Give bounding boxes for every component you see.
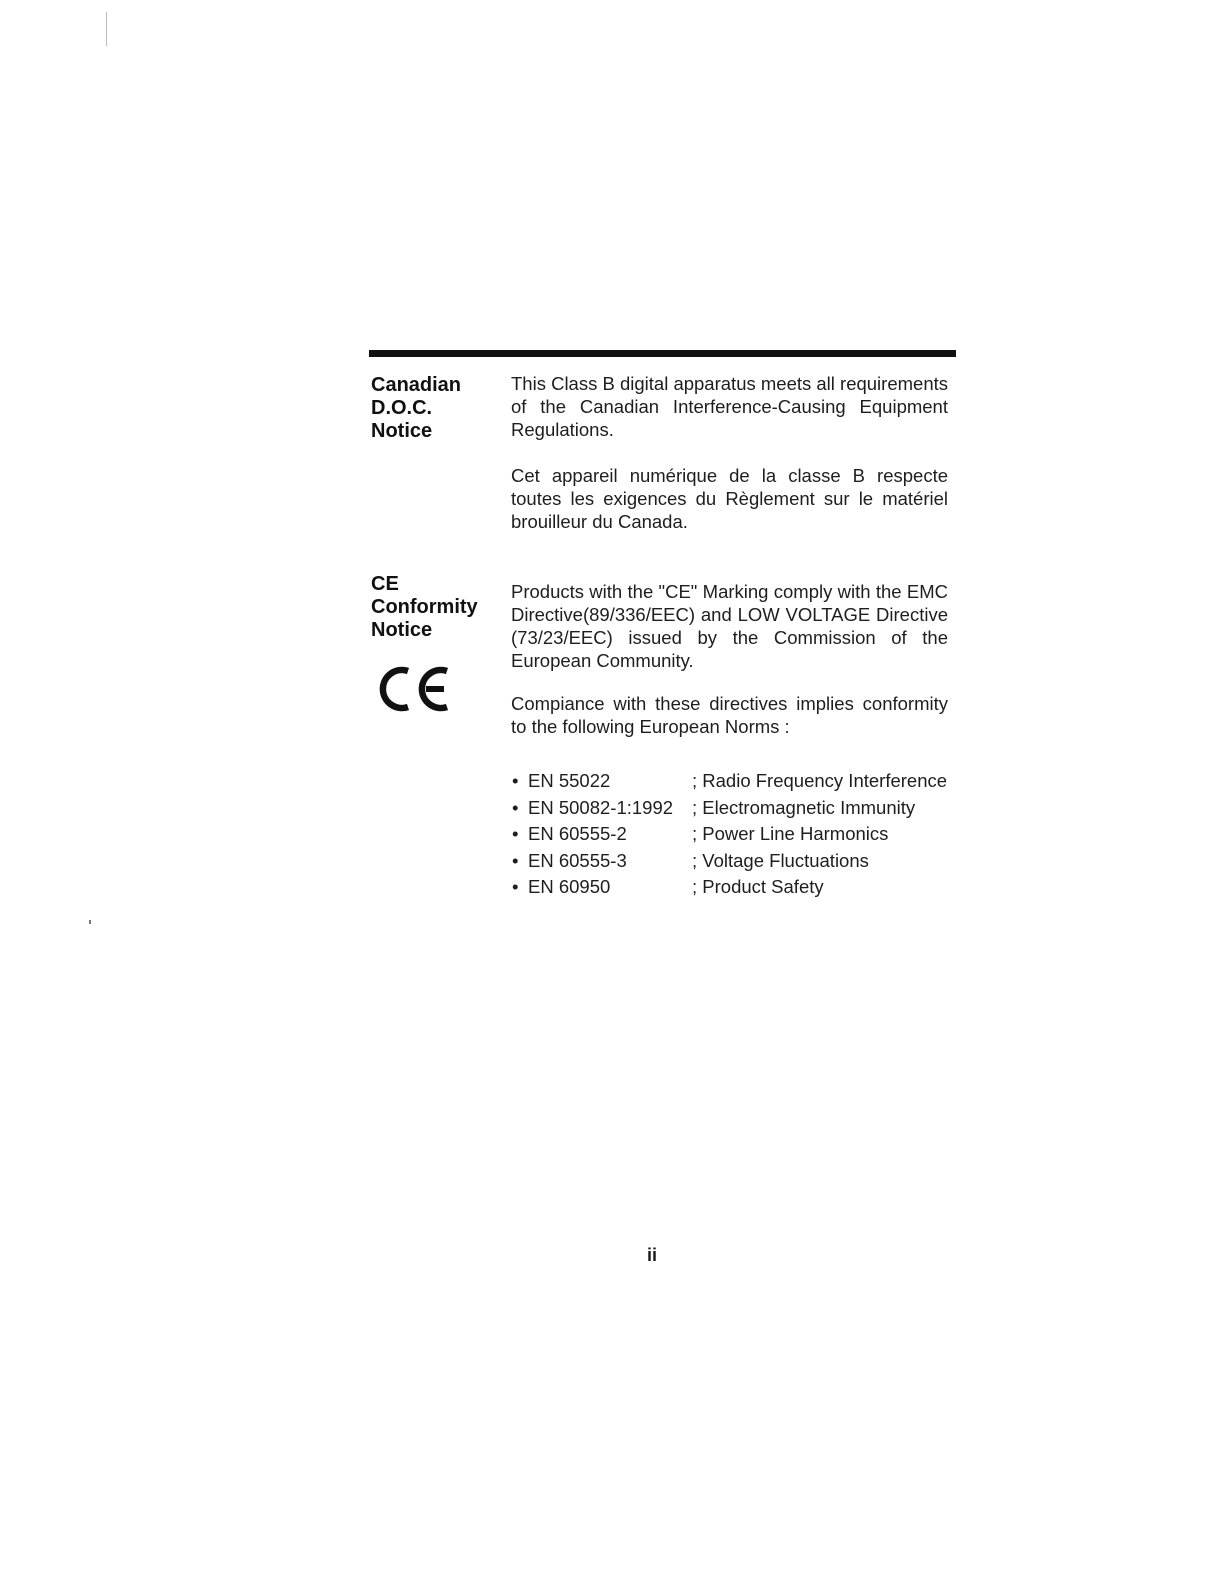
bullet: •	[512, 823, 519, 844]
ce-norms-intro-paragraph: Compiance with these directives implies conformity to the following European Norms :	[511, 693, 948, 737]
page-number: ii	[647, 1245, 658, 1265]
european-norms-list	[512, 768, 947, 901]
heading-line: CE	[371, 573, 399, 595]
norm-description: ; Product Safety	[692, 876, 824, 897]
norm-item	[512, 768, 947, 795]
heading-line: Notice	[371, 420, 433, 442]
heading-line: D.O.C.	[371, 397, 433, 419]
canadian-english-paragraph: This Class B digital apparatus meets all requirements of the Canadian Interference-Causing Equipment Regulations.	[511, 373, 948, 440]
norm-item	[512, 795, 947, 822]
norm-code: EN 60555-2	[528, 823, 627, 844]
norm-description: ; Power Line Harmonics	[692, 823, 889, 844]
canadian-french-paragraph: Cet appareil numérique de la classe B respecte toutes les exigences du Règlement sur le matériel brouilleur du Canada.	[511, 465, 948, 532]
heading-line: Conformity	[371, 596, 478, 618]
norm-code: EN 55022	[528, 770, 611, 791]
ce-directive-paragraph: Products with the "CE" Marking comply with the EMC Directive(89/336/EEC) and LOW VOLTAGE Directive (73/23/EEC) issued by the Commission of the European Community.	[511, 581, 948, 671]
bullet: •	[512, 849, 519, 871]
canadian-notice-heading	[371, 374, 461, 443]
scan-mark	[89, 920, 91, 924]
ce-mark-logo	[374, 664, 454, 714]
norm-description: ; Voltage Fluctuations	[692, 849, 869, 871]
section-rule	[369, 350, 956, 357]
bullet: •	[512, 770, 519, 791]
norm-item	[512, 848, 947, 875]
heading-line: Canadian	[371, 374, 462, 396]
ce-notice-heading	[371, 573, 478, 642]
norm-item	[512, 821, 947, 848]
heading-line: Notice	[371, 619, 433, 641]
norm-description: ; Radio Frequency Interference	[692, 770, 948, 791]
norm-code: EN 60555-3	[528, 849, 627, 871]
bullet: •	[512, 876, 519, 897]
norm-code: EN 50082-1:1992	[528, 796, 674, 818]
scan-mark	[106, 12, 107, 46]
norm-description: ; Electromagnetic Immunity	[692, 796, 916, 818]
bullet: •	[512, 796, 519, 818]
norm-item	[512, 874, 947, 901]
norm-code: EN 60950	[528, 876, 611, 897]
